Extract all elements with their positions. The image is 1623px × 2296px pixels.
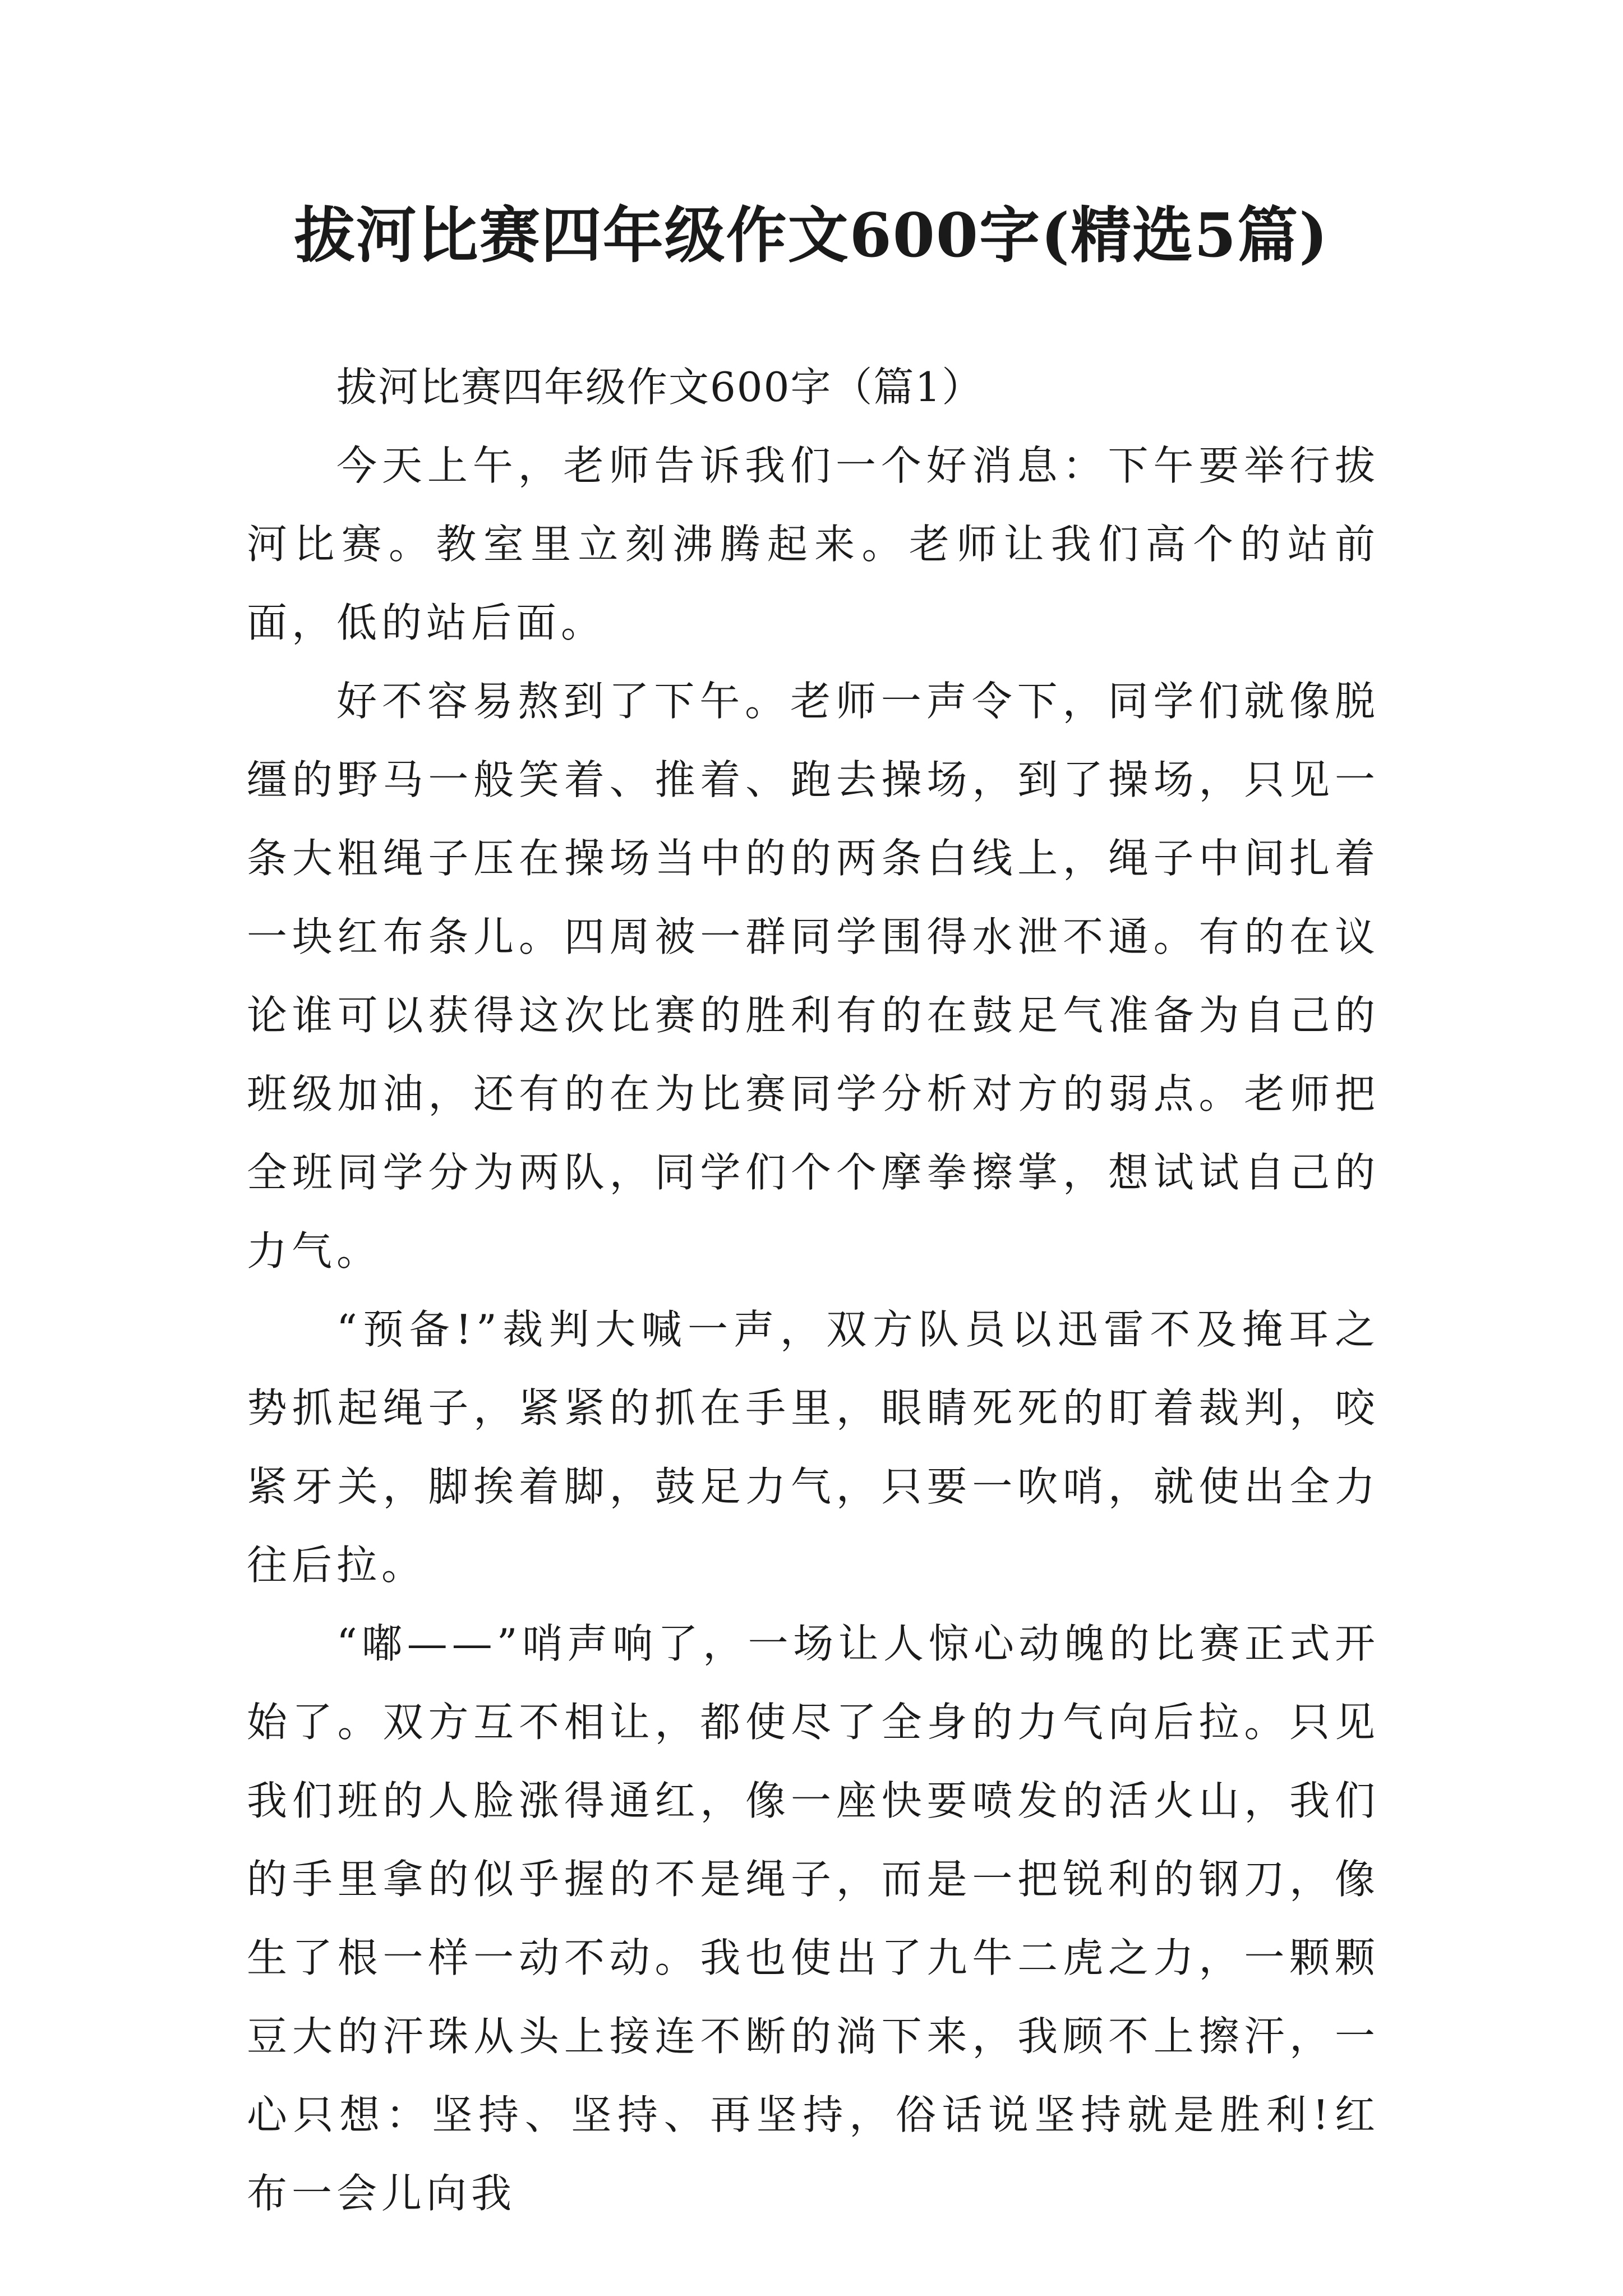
document-body	[247, 348, 1380, 2233]
document-title: 拔河比赛四年级作文600字(精选5篇)	[294, 200, 1329, 271]
paragraph-4: “嘟——”哨声响了，一场让人惊心动魄的比赛正式开始了。双方互不相让，都使尽了全身的力气向后拉。只见我们班的人脸涨得通红，像一座快要喷发的活火山，我们的手里拿的似乎握的不是绳子，而是一把锐利的钢刀，像生了根一样一动不动。我也使出了九牛二虎之力，一颗颗豆大的汗珠从头上接连不断的淌下来，我顾不上擦汗，一心只想：坚持、坚持、再坚持，俗话说坚持就是胜利!红布一会儿向我	[247, 1620, 1380, 2217]
section-heading: 拔河比赛四年级作文600字（篇1）	[336, 364, 984, 411]
paragraph-2: 好不容易熬到了下午。老师一声令下，同学们就像脱缰的野马一般笑着、推着、跑去操场，到了操场，只见一条大粗绳子压在操场当中的的两条白线上，绳子中间扎着一块红布条儿。四周被一群同学围得水泄不通。有的在议论谁可以获得这次比赛的胜利有的在鼓足气准备为自己的班级加油，还有的在为比赛同学分析对方的弱点。老师把全班同学分为两队，同学们个个摩拳擦掌，想试试自己的力气。	[247, 678, 1380, 1274]
paragraph-3: “预备!”裁判大喊一声，双方队员以迅雷不及掩耳之势抓起绳子，紧紧的抓在手里，眼睛死死的盯着裁判，咬紧牙关，脚挨着脚，鼓足力气，只要一吹哨，就使出全力往后拉。	[247, 1306, 1380, 1589]
paragraph-1: 今天上午，老师告诉我们一个好消息：下午要举行拔河比赛。教室里立刻沸腾起来。老师让我们高个的站前面，低的站后面。	[247, 442, 1380, 646]
